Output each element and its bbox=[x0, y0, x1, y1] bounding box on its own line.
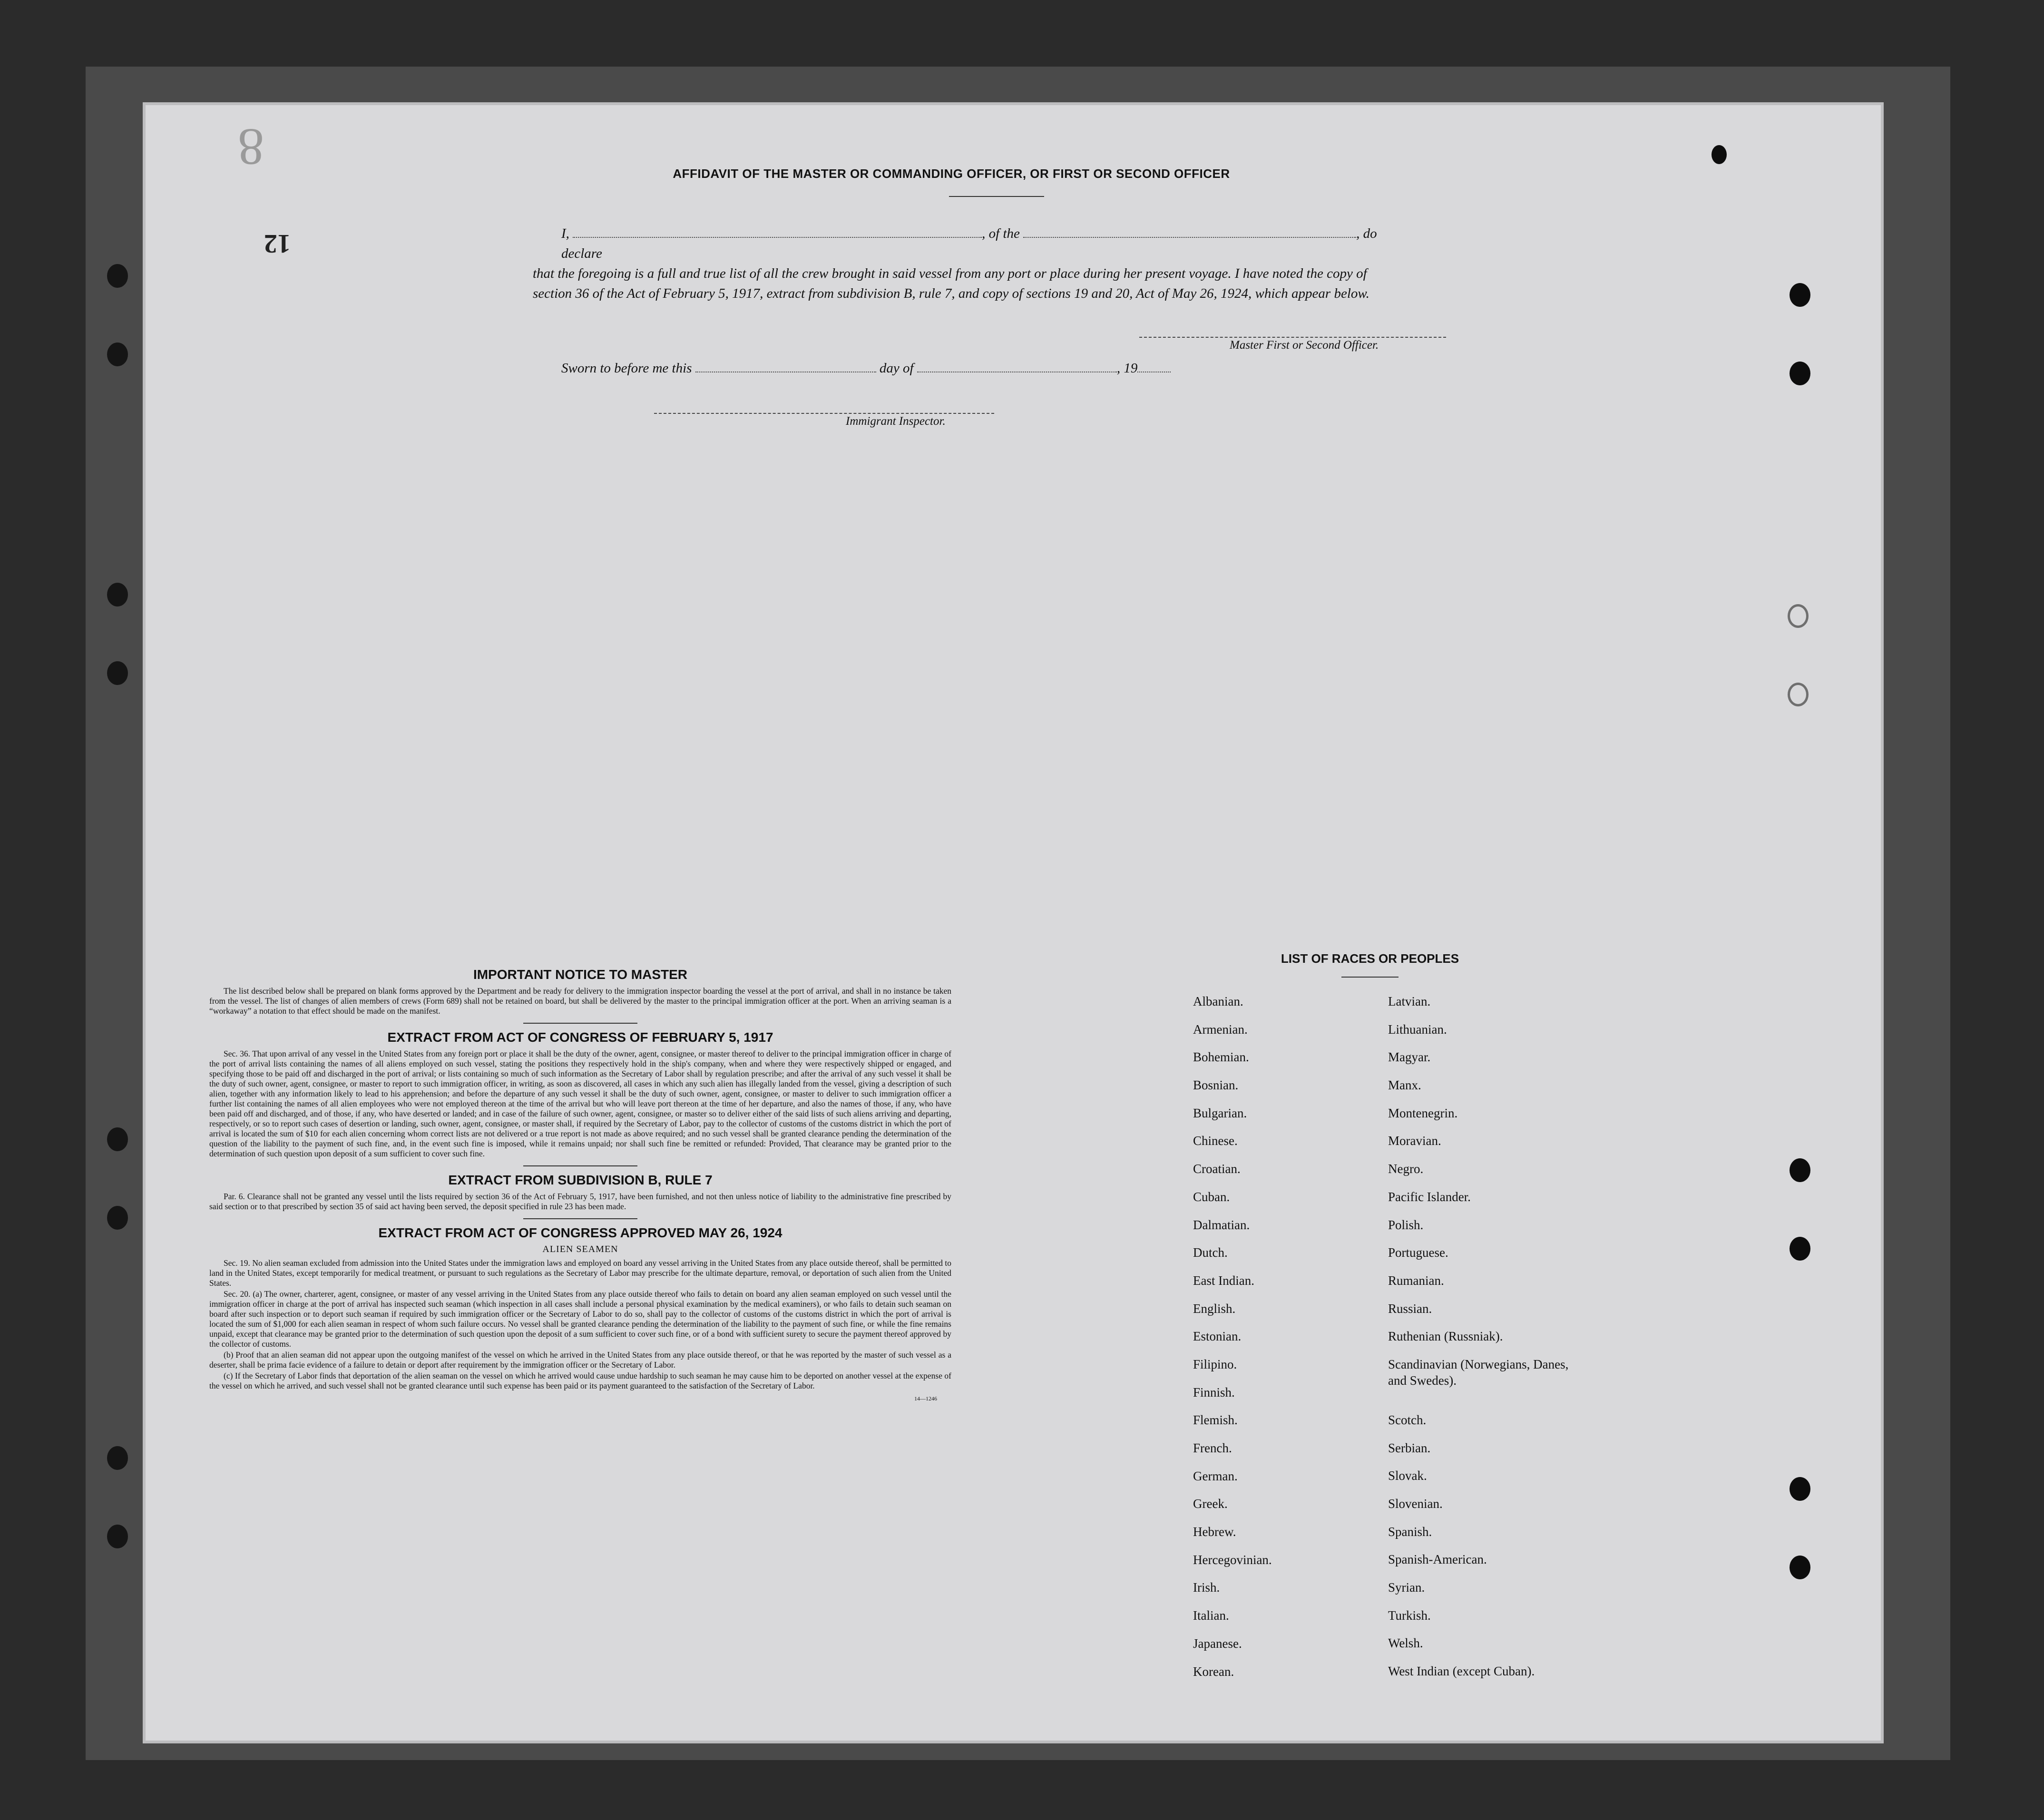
race-item: French. bbox=[1193, 1441, 1232, 1455]
name-blank[interactable] bbox=[573, 226, 982, 238]
race-item: Bulgarian. bbox=[1193, 1106, 1247, 1120]
punch-hole bbox=[1790, 1477, 1810, 1501]
affidavit-do-declare: , do declare bbox=[561, 226, 1377, 261]
race-item: German. bbox=[1193, 1468, 1238, 1483]
punch-hole bbox=[107, 342, 128, 366]
punch-hole bbox=[1790, 1158, 1810, 1182]
race-item: Irish. bbox=[1193, 1580, 1220, 1595]
notice-column bbox=[209, 966, 951, 1404]
punch-hole bbox=[107, 1206, 128, 1230]
affidavit-text bbox=[533, 224, 1384, 303]
race-item: Filipino. bbox=[1193, 1357, 1237, 1371]
race-item: West Indian (except Cuban). bbox=[1388, 1664, 1535, 1679]
race-item: East Indian. bbox=[1193, 1273, 1254, 1288]
race-item: Scandinavian (Norwegians, Danes, and Swedes). bbox=[1388, 1357, 1569, 1388]
race-item: Japanese. bbox=[1193, 1636, 1242, 1651]
extract-1917-title: EXTRACT FROM ACT OF CONGRESS OF FEBRUARY 5, 1917 bbox=[387, 1030, 773, 1045]
affidavit-statement: that the foregoing is a full and true list of all the crew brought in said vessel from any port or place during her present voyage. I have noted the copy of section 36 of the Act of February 5, 1917, extract from subdivision B, rule 7, and copy of sections 19 and 20, Act of May 26, 1924, which appear below. bbox=[533, 266, 1369, 301]
vessel-blank[interactable] bbox=[1023, 226, 1356, 238]
race-item: Greek. bbox=[1193, 1497, 1228, 1511]
race-item: Moravian. bbox=[1388, 1134, 1441, 1148]
inspector-signature-label: Immigrant Inspector. bbox=[846, 415, 946, 428]
race-item: Flemish. bbox=[1193, 1413, 1238, 1428]
punch-hole bbox=[1790, 1556, 1810, 1579]
race-item: Welsh. bbox=[1388, 1636, 1423, 1651]
race-item: Ruthenian (Russniak). bbox=[1388, 1329, 1503, 1344]
handwritten-number: 12 bbox=[264, 229, 291, 258]
race-item: Negro. bbox=[1388, 1162, 1424, 1176]
extract-rule7-title: EXTRACT FROM SUBDIVISION B, RULE 7 bbox=[448, 1173, 713, 1187]
race-item: Polish. bbox=[1388, 1217, 1424, 1232]
document-page bbox=[143, 102, 1884, 1743]
race-item: Korean. bbox=[1193, 1664, 1234, 1679]
punch-hole bbox=[1788, 604, 1809, 628]
punch-hole bbox=[107, 1127, 128, 1151]
race-item: Armenian. bbox=[1193, 1022, 1248, 1037]
section-divider bbox=[523, 1218, 637, 1219]
day-of-text: day of bbox=[879, 361, 914, 376]
form-number: 14—1246 bbox=[914, 1395, 937, 1402]
race-item: Croatian. bbox=[1193, 1162, 1241, 1176]
race-item: Bohemian. bbox=[1193, 1050, 1249, 1065]
extract-rule7-text: Par. 6. Clearance shall not be granted any vessel until the lists required by section 36 of the Act of February 5, 1917, have been furnished, and not then unless notice of liability to the administrative fine prescribed by said section or to that prescribed by section 35 of said act having been served, the deposit specified in rule 23 has been made. bbox=[209, 1192, 951, 1211]
notice-text: The list described below shall be prepared on blank forms approved by the Department and be ready for delivery to the immigration inspector boarding the vessel at the port of arrival, and shall in no instance be taken from the vessel. The list of changes of alien members of crews (Form 689) shall not be retained on board, but shall be delivered by the master to the principal immigration officer at the port. When an arriving seaman is a “workaway” a notation to that effect should be made on the manifest. bbox=[209, 986, 951, 1016]
race-item: English. bbox=[1193, 1301, 1236, 1316]
race-item: Chinese. bbox=[1193, 1134, 1238, 1148]
sworn-year-blank[interactable] bbox=[1137, 361, 1171, 372]
race-item: Russian. bbox=[1388, 1301, 1432, 1316]
affidavit-of-the: , of the bbox=[982, 226, 1020, 241]
punch-hole bbox=[107, 583, 128, 607]
race-item: Syrian. bbox=[1388, 1580, 1425, 1595]
punch-hole bbox=[1711, 145, 1727, 164]
race-item: Slovak. bbox=[1388, 1468, 1427, 1483]
race-item: Italian. bbox=[1193, 1608, 1229, 1623]
race-item: Albanian. bbox=[1193, 994, 1243, 1008]
extract-1917-text: Sec. 36. That upon arrival of any vessel in the United States from any foreign port or place it shall be the duty of the owner, agent, consignee, or master thereof to deliver to the principal immigration officer in charge of the port of arrival lists containing the names of all aliens employed on such vessel, stating the positions they respectively hold in the ship's company, when and where they were respectively shipped or engaged, and specifying those to be paid off and discharged in the port of arrival; or lists containing so much of such information as the Secretary of Labor shall by regulation prescribe; and after the arrival of any such vessel it shall be the duty of such owner, agent, consignee, or master to report to such immigration officer, in writing, as soon as discovered, all cases in which any such alien has illegally landed from the vessel, giving a description of such alien, together with any information likely to lead to his apprehension; and before the departure of any such vessel it shall be the duty of such owner, agent, consignee, or master to deliver to such immigration officer a further list containing the names of all alien employees who were not employed thereon at the time of the arrival but who will leave port thereon at the time of her departure, and also the names of those, if any, who have been paid off and discharged, and of those, if any, who have deserted or landed; and in case of the failure of such owner, agent, consignee, or master so to deliver either of the said lists of such aliens arriving and departing, respectively, or so to report such cases of desertion or landing, such owner, agent, consignee, or master shall, if required by the Secretary of Labor, pay to the collector of customs of the customs district in which the port of arrival is located the sum of $10 for each alien concerning whom correct lists are not delivered or a true report is not made as above required; and no such vessel shall be granted clearance pending the determination of the question of the liability to the payment of such fine, and, in the event such fine is imposed, while it remains unpaid; nor shall such fine be remitted or refunded: Provided, That clearance may be granted prior to the determination of such question upon deposit of a sum sufficient to cover such fine. bbox=[209, 1049, 951, 1158]
race-item: Hercegovinian. bbox=[1193, 1552, 1272, 1567]
race-item: Finnish. bbox=[1193, 1385, 1235, 1399]
year-text: , 19 bbox=[1116, 361, 1138, 376]
master-signature-line[interactable] bbox=[1139, 337, 1446, 338]
race-item: Scotch. bbox=[1388, 1412, 1427, 1427]
race-item: Cuban. bbox=[1193, 1189, 1230, 1204]
races-column-2 bbox=[1388, 993, 1588, 1691]
punch-hole bbox=[107, 1525, 128, 1548]
affidavit-title: AFFIDAVIT OF THE MASTER OR COMMANDING OFFICER, OR FIRST OR SECOND OFFICER bbox=[673, 166, 1230, 181]
race-item: Hebrew. bbox=[1193, 1525, 1236, 1539]
race-item: Spanish. bbox=[1388, 1524, 1432, 1539]
inspector-signature-line[interactable] bbox=[654, 413, 994, 414]
extract-1924-sec20c: (c) If the Secretary of Labor finds that deportation of the alien seaman on the vessel on which he arrived would cause undue hardship to such seaman he may cause him to be deported on another vessel at the expense of the vessel on which he arrived, and such vessel shall not be granted clearance until such expense has been paid or its payment guaranteed to the satisfaction of the Secretary of Labor. bbox=[209, 1371, 951, 1390]
race-item: Dalmatian. bbox=[1193, 1217, 1250, 1232]
races-title: LIST OF RACES OR PEOPLES bbox=[1281, 951, 1459, 966]
extract-1924-sec19: Sec. 19. No alien seaman excluded from admission into the United States under the immigration laws and employed on board any vessel arriving in the United States from any place outside thereof, shall be permitted to land in the United States, except temporarily for medical treatment, or pursuant to such regulations as the Secretary of Labor may prescribe for the ultimate departure, removal, or deportation of such alien from the United States. bbox=[209, 1258, 951, 1288]
notice-title: IMPORTANT NOTICE TO MASTER bbox=[473, 967, 688, 982]
race-item: Portuguese. bbox=[1388, 1245, 1448, 1260]
sworn-month-blank[interactable] bbox=[917, 361, 1117, 372]
title-rule bbox=[949, 196, 1044, 197]
race-item: Lithuanian. bbox=[1388, 1022, 1447, 1037]
extract-1924-sec20b: (b) Proof that an alien seaman did not appear upon the outgoing manifest of the vessel on which he arrived in the United States from any place outside thereof, or that he was reported by the master of such vessel as a deserter, shall be prima facie evidence of a failure to detain or deport after requirement by the immigration officer or the Secretary of Labor. bbox=[209, 1350, 951, 1370]
punch-hole bbox=[1788, 683, 1809, 706]
punch-hole bbox=[1790, 1237, 1810, 1261]
extract-1924-title: EXTRACT FROM ACT OF CONGRESS APPROVED MAY 26, 1924 bbox=[378, 1225, 782, 1240]
race-item: Manx. bbox=[1388, 1078, 1421, 1093]
punch-hole bbox=[107, 661, 128, 685]
handwritten-page-mark: 8 bbox=[238, 118, 264, 176]
extract-1924-sec20a: Sec. 20. (a) The owner, charterer, agent, consignee, or master of any vessel arriving in the United States from any place outside thereof who fails to detain on board any alien seaman employed on such vessel until the immigration officer in charge at the port of arrival has inspected such seaman (which inspection in all cases shall include a personal physical examination by the medical examiners), or who fails to detain such seaman on board after such inspection or to deport such seaman if required by such immigration officer or the Secretary of Labor to do so, shall pay to the collector of customs of the customs district in which the port of arrival is located the sum of $1,000 for each alien seaman in respect of whom such failure occurs. No vessel shall be granted clearance pending the determination of the liability to the payment of such fine, or while the fine remains unpaid, except that clearance may be granted prior to the determination of such question upon the deposit of a sum sufficient to cover such fine, or of a bond with sufficient surety to secure the payment thereof approved by the collector of customs. bbox=[209, 1289, 951, 1349]
race-item: Montenegrin. bbox=[1388, 1106, 1458, 1120]
race-item: Estonian. bbox=[1193, 1329, 1242, 1344]
races-column-1 bbox=[1193, 993, 1393, 1691]
master-signature-label: Master First or Second Officer. bbox=[1230, 339, 1379, 352]
sworn-day-blank[interactable] bbox=[695, 361, 876, 372]
race-item: Turkish. bbox=[1388, 1608, 1431, 1623]
race-item: Serbian. bbox=[1388, 1440, 1431, 1455]
sworn-line bbox=[561, 361, 1171, 376]
affidavit-declaration-line bbox=[533, 224, 1384, 264]
punch-hole bbox=[107, 1446, 128, 1470]
race-item: Dutch. bbox=[1193, 1245, 1228, 1260]
race-item: Slovenian. bbox=[1388, 1497, 1443, 1511]
section-divider bbox=[523, 1165, 637, 1166]
extract-1924-subtitle: ALIEN SEAMEN bbox=[542, 1244, 618, 1254]
race-item: Magyar. bbox=[1388, 1050, 1431, 1065]
section-divider bbox=[523, 1023, 637, 1024]
race-item: Pacific Islander. bbox=[1388, 1189, 1471, 1204]
affidavit-i: I, bbox=[561, 226, 569, 241]
punch-hole bbox=[1790, 362, 1810, 385]
race-item: Spanish-American. bbox=[1388, 1552, 1487, 1567]
punch-hole bbox=[107, 264, 128, 288]
punch-hole bbox=[1790, 283, 1810, 307]
races-title-rule bbox=[1341, 977, 1399, 978]
sworn-text: Sworn to before me this bbox=[561, 361, 692, 376]
race-item: Rumanian. bbox=[1388, 1273, 1444, 1288]
race-item: Latvian. bbox=[1388, 994, 1431, 1008]
race-item: Bosnian. bbox=[1193, 1078, 1239, 1093]
